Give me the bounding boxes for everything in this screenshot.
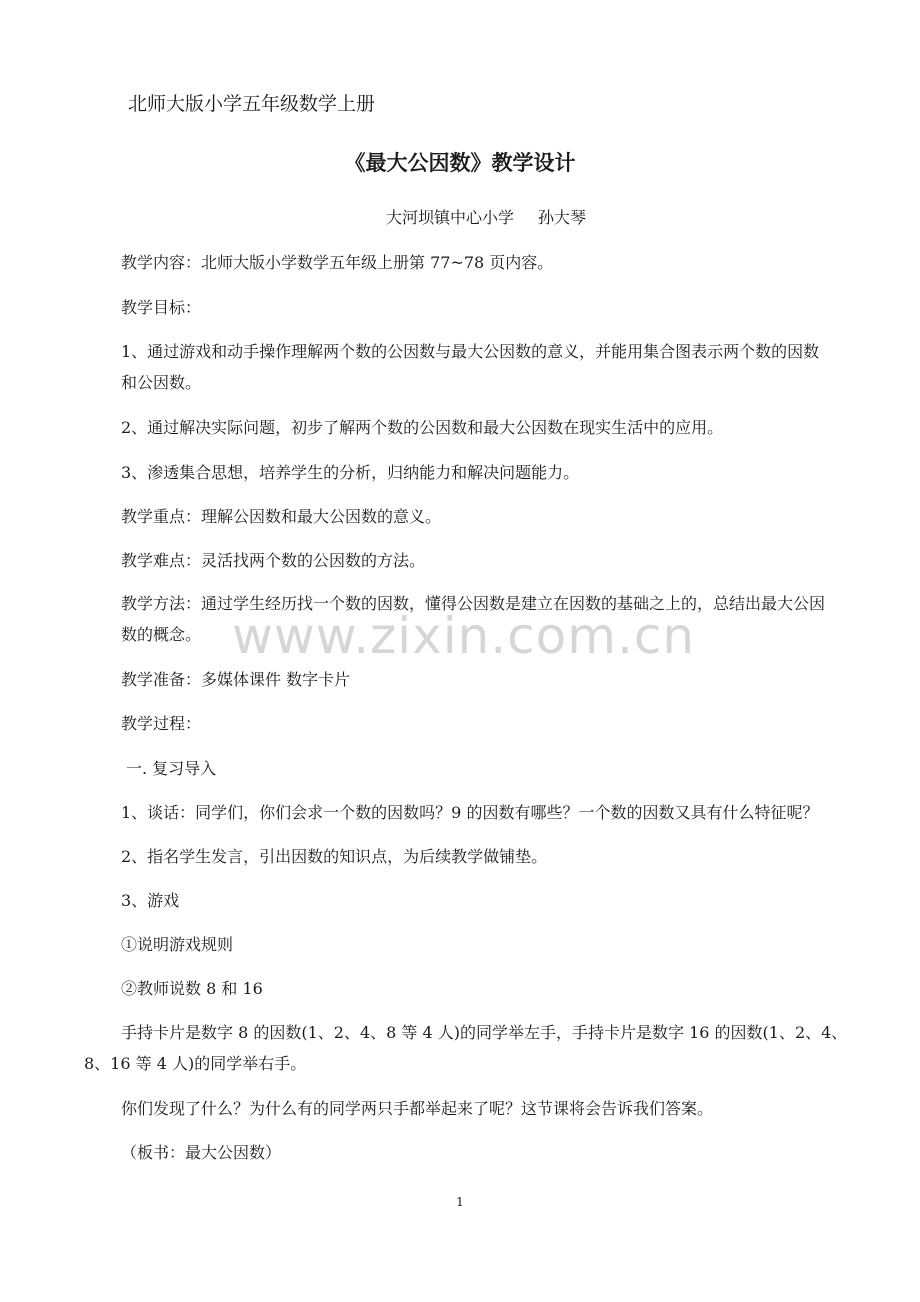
method-line-1: 教学方法：通过学生经历找一个数的因数，懂得公因数是建立在因数的基础之上的，总结出最大公因	[121, 594, 826, 613]
goal-2: 2、通过解决实际问题，初步了解两个数的公因数和最大公因数在现实生活中的应用。	[121, 418, 724, 437]
goal-3: 3、渗透集合思想，培养学生的分析，归纳能力和解决问题能力。	[121, 463, 580, 482]
goal-1-line-1: 1、通过游戏和动手操作理解两个数的公因数与最大公因数的意义，并能用集合图表示两个数的因数	[121, 342, 820, 361]
question: 你们发现了什么？为什么有的同学两只手都举起来了呢？这节课将会告诉我们答案。	[121, 1099, 714, 1118]
preparation: 教学准备：多媒体课件 数字卡片	[121, 670, 351, 689]
sub-step-2: ②教师说数 8 和 16	[121, 979, 263, 998]
watermark: www.zixin.com.cn	[232, 607, 696, 665]
board-note: （板书：最大公因数）	[121, 1143, 282, 1162]
section-1-heading: 一. 复习导入	[126, 759, 217, 778]
author-name: 孙大琴	[538, 208, 587, 227]
process-heading: 教学过程：	[121, 714, 202, 733]
cards-line-1: 手持卡片是数字 8 的因数(1、2、4、8 等 4 人)的同学举左手，手持卡片是数字 16 的因数(1、2、4、	[121, 1023, 848, 1042]
difficulty: 教学难点：灵活找两个数的公因数的方法。	[121, 551, 426, 570]
teaching-content: 教学内容：北师大版小学数学五年级上册第 77~78 页内容。	[121, 253, 554, 272]
sub-step-1: ①说明游戏规则	[121, 935, 234, 954]
goals-heading: 教学目标：	[121, 298, 202, 317]
method-line-2: 数的概念。	[121, 625, 202, 644]
author-school: 大河坝镇中心小学	[386, 208, 515, 227]
goal-1-line-2: 和公因数。	[121, 373, 202, 392]
cards-line-2: 8、16 等 4 人)的同学举右手。	[84, 1054, 307, 1073]
key-point: 教学重点：理解公因数和最大公因数的意义。	[121, 507, 442, 526]
document-header: 北师大版小学五年级数学上册	[128, 93, 376, 115]
document-title: 《最大公因数》教学设计	[344, 151, 576, 175]
author-line	[386, 208, 586, 228]
page-number: 1	[456, 1195, 464, 1209]
step-2: 2、指名学生发言，引出因数的知识点，为后续教学做铺垫。	[121, 847, 548, 866]
step-3: 3、游戏	[121, 891, 180, 910]
step-1: 1、谈话：同学们，你们会求一个数的因数吗？9 的因数有哪些？一个数的因数又具有什么特征呢？	[121, 803, 819, 822]
